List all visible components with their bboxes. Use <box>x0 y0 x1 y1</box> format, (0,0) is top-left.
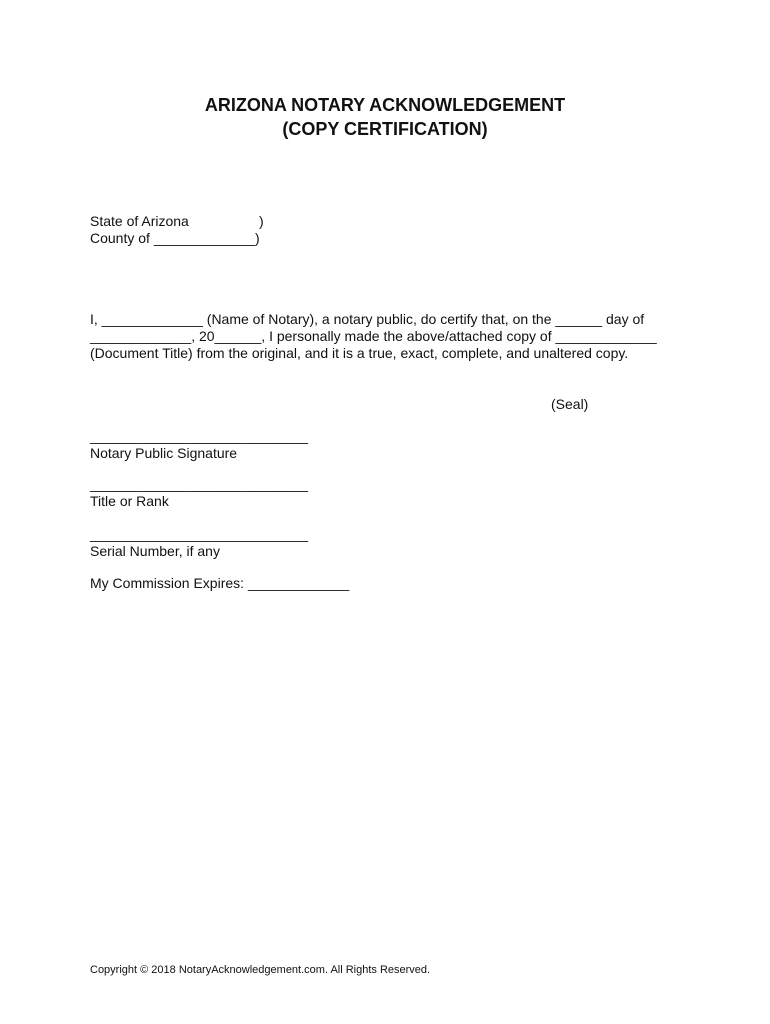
certification-paragraph <box>90 311 690 362</box>
county-label: County of _____________) <box>90 230 260 246</box>
signature-label: Notary Public Signature <box>90 445 238 461</box>
certification-line-2: _____________, 20______, I personally made the above/attached copy of _____________ <box>90 328 657 344</box>
certification-line-1: I, _____________ (Name of Notary), a notary public, do certify that, on the ______ day of <box>90 311 645 327</box>
state-label: State of Arizona <box>90 213 189 229</box>
commission-expires: My Commission Expires: _____________ <box>90 575 350 591</box>
seal-label: (Seal) <box>551 396 589 412</box>
document-title <box>0 93 770 141</box>
title-line-2: (COPY CERTIFICATION) <box>282 119 488 139</box>
certification-line-3: (Document Title) from the original, and it is a true, exact, complete, and unaltered copy. <box>90 345 629 361</box>
county-row <box>90 230 260 247</box>
title-rank-line: ____________________________ <box>90 476 309 492</box>
title-line-1: ARIZONA NOTARY ACKNOWLEDGEMENT <box>204 95 566 115</box>
copyright-footer: Copyright © 2018 NotaryAcknowledgement.com. All Rights Reserved. <box>90 964 431 976</box>
state-paren: ) <box>259 213 264 229</box>
title-rank-label: Title or Rank <box>90 493 169 509</box>
serial-number-line: ____________________________ <box>90 526 309 542</box>
serial-number-block <box>90 526 390 560</box>
signature-line: ____________________________ <box>90 428 309 444</box>
title-rank-block <box>90 476 390 510</box>
serial-number-label: Serial Number, if any <box>90 543 220 559</box>
state-row <box>90 213 264 230</box>
notary-signature-block <box>90 428 390 462</box>
venue-block <box>90 213 264 247</box>
